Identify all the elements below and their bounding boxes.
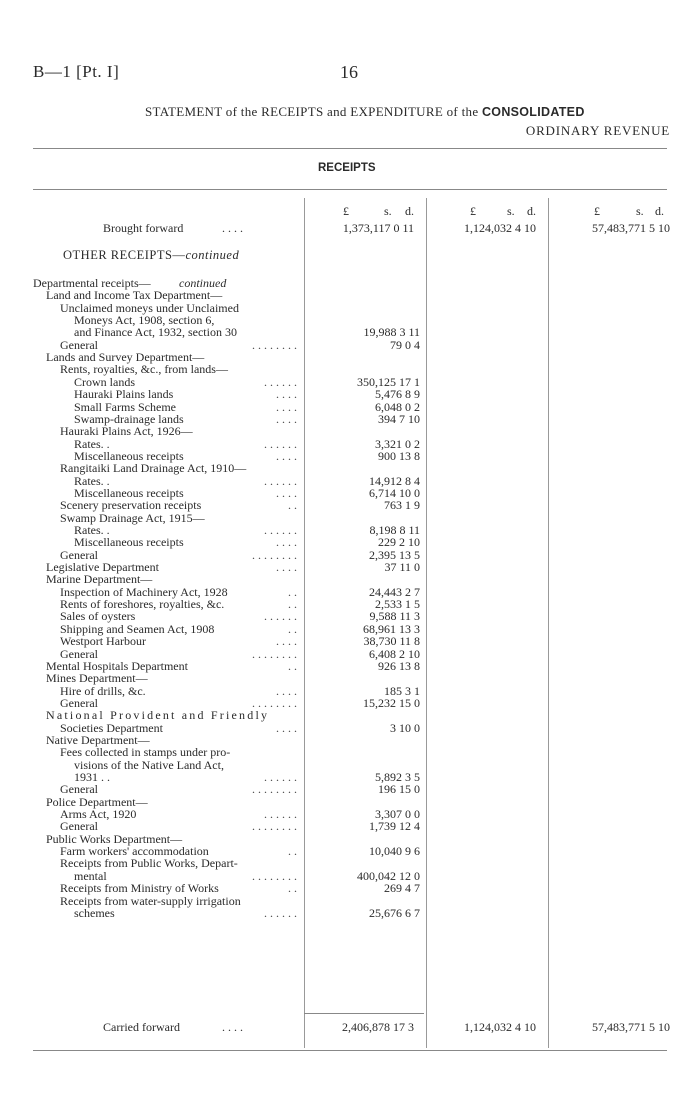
receipt-row-label: General: [60, 337, 98, 352]
receipt-row-label: schemes: [74, 905, 115, 920]
receipt-row-amount: 185 3 1: [384, 683, 420, 698]
receipt-row-amount: 2,395 13 5: [369, 547, 420, 562]
receipt-row-amount: 15,232 15 0: [363, 695, 420, 710]
leader-dots: . . . .: [276, 448, 297, 463]
receipt-row-label: Arms Act, 1920: [60, 807, 137, 822]
receipt-row-label: 1931 . .: [74, 770, 110, 784]
brought-forward-label: Brought forward: [103, 221, 184, 235]
leader-dots: . . . . . . . .: [252, 868, 297, 883]
receipt-row-amount: 3,307 0 0: [375, 807, 420, 822]
other-receipts-heading: [63, 248, 239, 263]
leader-dots: . . . . . . . .: [252, 337, 297, 352]
receipt-row-label: Receipts from Ministry of Works: [60, 881, 219, 896]
leader-dots: . . . .: [276, 399, 297, 414]
receipt-row-label: Small Farms Scheme: [74, 399, 176, 414]
receipt-row-label: Swamp-drainage lands: [74, 411, 184, 426]
receipt-row-label: Crown lands: [74, 374, 135, 389]
col3-pound-head: £: [594, 204, 600, 218]
receipt-row-amount: 24,443 2 7: [369, 584, 420, 599]
col3-shilling-head: s.: [636, 204, 644, 218]
receipt-row-amount: 350,125 17 1: [357, 374, 420, 389]
receipt-row-label: Hauraki Plains lands: [74, 387, 174, 402]
statement-title-bold: CONSOLIDATED: [481, 105, 585, 119]
brought-forward-col2: 1,124,032 4 10: [464, 221, 536, 235]
receipt-row-amount: 196 15 0: [378, 782, 420, 797]
receipt-row-label: Legislative Department: [46, 560, 159, 575]
receipt-row-label: Fees collected in stamps under pro-: [60, 745, 231, 760]
receipt-row-amount: 926 13 8: [378, 658, 420, 673]
receipt-row-amount: 37 11 0: [384, 560, 420, 575]
receipt-row-amount: 14,912 8 4: [369, 473, 420, 488]
receipt-row-label: Moneys Act, 1908, section 6,: [74, 313, 215, 328]
statement-subtitle: ORDINARY REVENUE: [525, 123, 670, 138]
receipt-row-label: Departmental receipts—: [33, 276, 151, 290]
receipt-row-amount: 394 7 10: [378, 411, 420, 426]
leader-dots: . . . . . .: [264, 807, 297, 822]
leader-dots: . . . . . .: [264, 374, 297, 389]
carried-forward-rule: [304, 1013, 424, 1014]
leader-dots: . . . .: [276, 535, 297, 550]
leader-dots: . . . . . . . .: [252, 646, 297, 661]
receipt-row-label: Sales of oysters: [60, 609, 136, 624]
receipt-row-label: Inspection of Machinery Act, 1928: [60, 584, 228, 599]
receipt-row-label: General: [60, 695, 98, 710]
leader-dots: . .: [288, 844, 297, 859]
receipt-row-label: Lands and Survey Department—: [46, 350, 205, 365]
receipt-row-amount: 900 13 8: [378, 448, 420, 463]
leader-dots: . . . .: [276, 485, 297, 500]
receipt-row-amount: 19,988 3 11: [363, 325, 420, 340]
receipt-row-label: Miscellaneous receipts: [74, 535, 184, 550]
leader-dots: . .: [288, 881, 297, 896]
receipt-row-label: Hauraki Plains Act, 1926—: [60, 424, 193, 439]
column-rule-3: [548, 198, 549, 1048]
carried-forward-dots: . . . .: [222, 1020, 243, 1034]
leader-dots: . . . .: [276, 634, 297, 649]
leader-dots: . . . . . .: [264, 770, 297, 784]
col2-pence-head: d.: [527, 204, 536, 218]
receipt-row-amount: 3,321 0 2: [375, 436, 420, 451]
carried-forward-col2: 1,124,032 4 10: [464, 1020, 536, 1034]
receipt-row-label: Marine Department—: [46, 572, 153, 587]
receipt-row-amount: 763 1 9: [384, 498, 420, 513]
column-rule-2: [426, 198, 427, 1048]
receipt-row-label: Rates. .: [74, 473, 110, 488]
receipt-row-amount: 6,714 10 0: [369, 485, 420, 500]
receipt-row-label: Rates. .: [74, 436, 110, 451]
receipt-row-label: and Finance Act, 1932, section 30: [74, 325, 237, 340]
leader-dots: . . . . . .: [264, 473, 297, 488]
leader-dots: . . . . . .: [264, 523, 297, 537]
leader-dots: . .: [288, 597, 297, 612]
receipt-row-label: Unclaimed moneys under Unclaimed: [60, 300, 239, 315]
leader-dots: . . . .: [276, 683, 297, 698]
receipt-row-label: Mental Hospitals Department: [46, 658, 188, 673]
receipt-row-amount: 3 10 0: [390, 720, 420, 735]
receipt-row-amount: 269 4 7: [384, 881, 420, 896]
statement-title: [145, 104, 585, 120]
receipt-row-label: mental: [74, 868, 107, 883]
report-reference: B—1 [Pt. I]: [33, 62, 120, 81]
brought-forward-col3: 57,483,771 5 10: [592, 221, 670, 235]
section-heading: RECEIPTS: [318, 162, 376, 174]
leader-dots: . . . .: [276, 560, 297, 575]
receipt-row-label: Rents, royalties, &c., from lands—: [60, 362, 228, 377]
receipt-row-amount: 25,676 6 7: [369, 905, 420, 920]
receipt-row-label: Miscellaneous receipts: [74, 448, 184, 463]
receipt-row-label: Rents of foreshores, royalties, &c.: [60, 597, 225, 612]
leader-dots: . . . . . . . .: [252, 782, 297, 797]
receipt-row-amount: 5,476 8 9: [375, 387, 420, 402]
carried-forward-col1: 2,406,878 17 3: [342, 1020, 414, 1034]
receipt-row-amount: 2,533 1 5: [375, 597, 420, 612]
receipt-row-label: Shipping and Seamen Act, 1908: [60, 621, 215, 636]
brought-forward-dots: . . . .: [222, 221, 243, 235]
statement-title-prefix: STATEMENT of the RECEIPTS and EXPENDITURE of the: [145, 104, 479, 119]
title-rule: [33, 148, 667, 149]
receipt-row-label: General: [60, 547, 98, 562]
receipt-row-amount: 6,408 2 10: [369, 646, 420, 661]
carried-forward-label: Carried forward: [103, 1020, 180, 1034]
receipt-row-label: Public Works Department—: [46, 831, 183, 846]
receipt-row-amount: 79 0 4: [390, 337, 420, 352]
receipt-row-label: visions of the Native Land Act,: [74, 757, 224, 772]
page-number: 16: [340, 62, 358, 82]
carried-forward-col3: 57,483,771 5 10: [592, 1020, 670, 1034]
receipt-row-label: General: [60, 819, 98, 834]
receipt-row-amount: 229 2 10: [378, 535, 420, 550]
receipt-row-label: Receipts from water-supply irrigation: [60, 893, 241, 908]
receipt-row-label: Scenery preservation receipts: [60, 498, 202, 513]
receipt-row-label: Rates. .: [74, 523, 110, 537]
brought-forward-col1: 1,373,117 0 11: [342, 221, 414, 235]
leader-dots: . . . .: [276, 387, 297, 402]
leader-dots: . .: [288, 584, 297, 599]
other-receipts-main: OTHER RECEIPTS—: [63, 248, 186, 262]
receipt-row-amount: 6,048 0 2: [375, 399, 420, 414]
leader-dots: . . . . . .: [264, 609, 297, 624]
receipt-row-amount: 10,040 9 6: [369, 844, 420, 859]
leader-dots: . . . . . . . .: [252, 819, 297, 834]
leader-dots: . .: [288, 621, 297, 636]
receipt-row-italic: continued: [179, 276, 227, 290]
column-rule-1: [304, 198, 305, 1048]
receipt-row-label: Hire of drills, &c.: [60, 683, 146, 698]
receipt-row-label: National Provident and Friendly: [46, 708, 270, 723]
leader-dots: . .: [288, 498, 297, 513]
col2-pound-head: £: [470, 204, 476, 218]
other-receipts-italic: continued: [185, 248, 240, 262]
receipt-row-label: Native Department—: [46, 732, 150, 747]
receipt-row-label: Mines Department—: [46, 671, 148, 686]
leader-dots: . . . .: [276, 720, 297, 735]
receipt-row-label: Receipts from Public Works, Depart-: [60, 856, 238, 871]
col1-pound-head: £: [343, 204, 349, 218]
col3-pence-head: d.: [655, 204, 664, 218]
receipt-row-amount: 1,739 12 4: [369, 819, 420, 834]
receipt-row-label: Land and Income Tax Department—: [46, 288, 223, 303]
leader-dots: . .: [288, 658, 297, 673]
receipt-row-amount: 38,730 11 8: [363, 634, 420, 649]
receipt-row-label: Police Department—: [46, 794, 148, 809]
receipt-row-label: Rangitaiki Land Drainage Act, 1910—: [60, 461, 247, 476]
receipt-row-label: General: [60, 646, 98, 661]
col1-pence-head: d.: [405, 204, 414, 218]
receipt-row-label: Miscellaneous receipts: [74, 485, 184, 500]
leader-dots: . . . . . . . .: [252, 695, 297, 710]
receipt-row-label: Swamp Drainage Act, 1915—: [60, 510, 205, 525]
leader-dots: . . . . . .: [264, 436, 297, 451]
leader-dots: . . . .: [276, 411, 297, 426]
col2-shilling-head: s.: [507, 204, 515, 218]
receipt-row-amount: 5,892 3 5: [375, 770, 420, 784]
leader-dots: . . . . . .: [264, 905, 297, 920]
receipt-row-amount: 68,961 13 3: [363, 621, 420, 636]
col1-shilling-head: s.: [384, 204, 392, 218]
receipt-row-label: Farm workers' accommodation: [60, 844, 209, 859]
receipt-row-label: Societies Department: [60, 720, 163, 735]
heading-rule: [33, 189, 667, 190]
bottom-rule: [33, 1050, 667, 1051]
receipt-row-label: General: [60, 782, 98, 797]
receipt-row-amount: 8,198 8 11: [369, 523, 420, 537]
receipt-row-amount: 400,042 12 0: [357, 868, 420, 883]
leader-dots: . . . . . . . .: [252, 547, 297, 562]
receipt-row-label: Westport Harbour: [60, 634, 147, 649]
receipt-row-amount: 9,588 11 3: [369, 609, 420, 624]
